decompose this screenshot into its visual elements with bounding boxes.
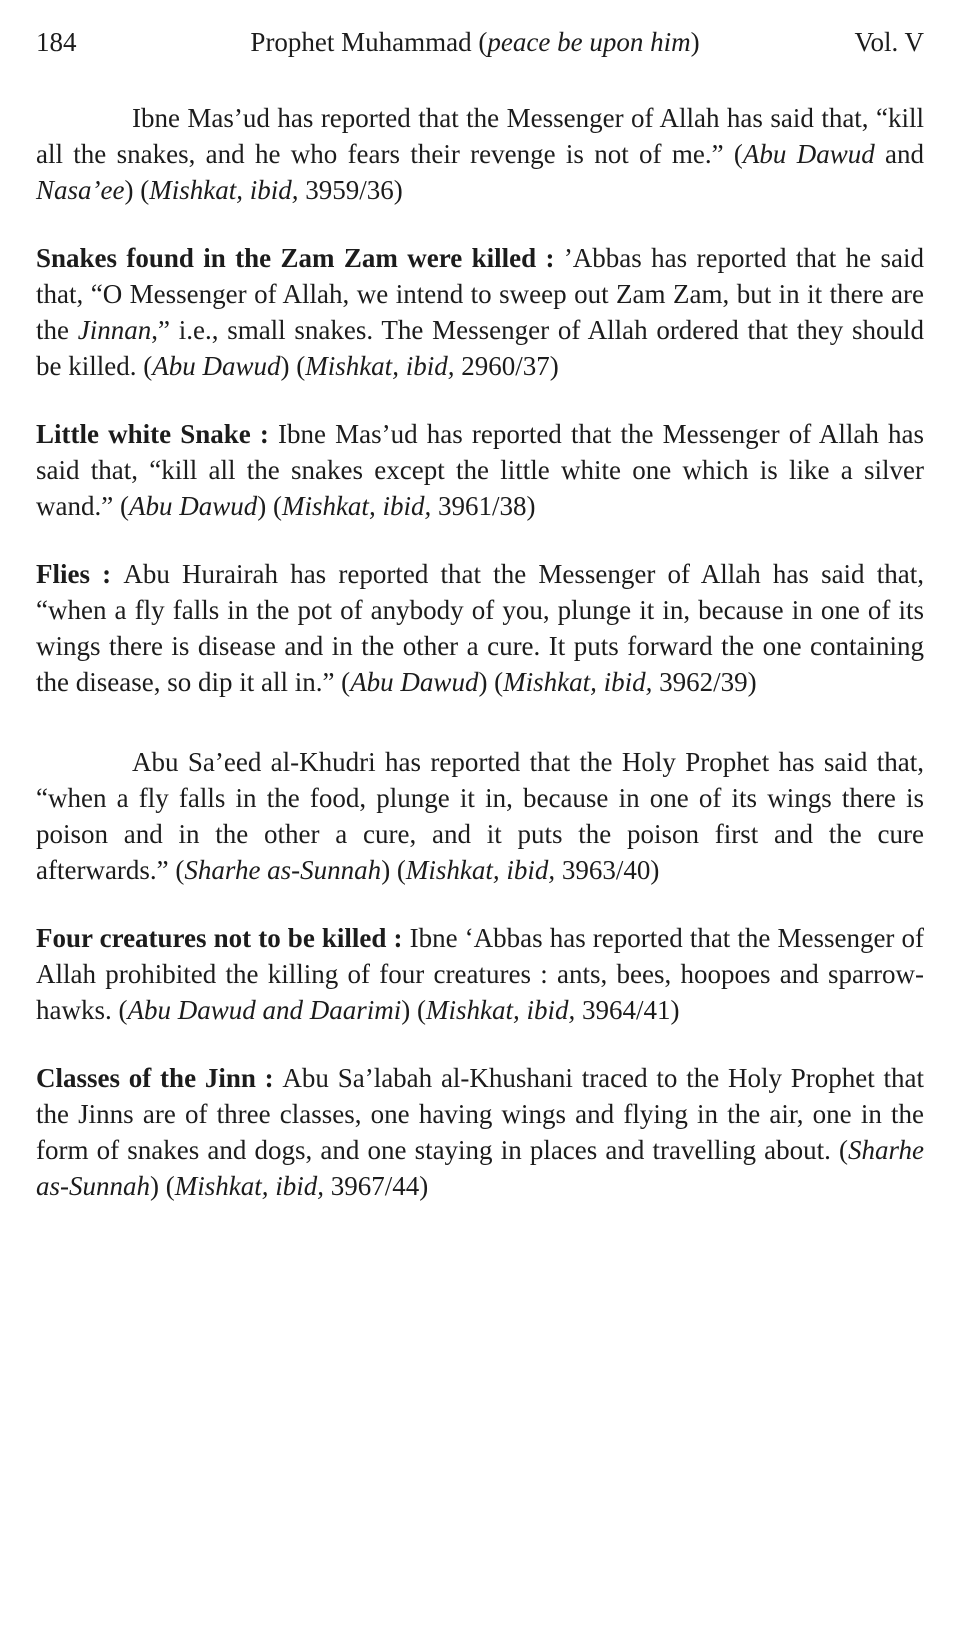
paragraph-four-creatures — [36, 920, 924, 1028]
text-segment: 3962/39) — [652, 667, 757, 697]
paragraph-classes-of-jinn — [36, 1060, 924, 1204]
text-segment: ) ( — [381, 855, 406, 885]
text-segment: Mishkat, ibid, — [305, 351, 455, 381]
text-segment: Ibne Mas’ud has reported that the Messenger of Allah has said that, “kill all the snakes, and he who fears their revenge is not of me.” ( — [36, 103, 924, 169]
paragraph-kill-all-snakes — [36, 100, 924, 208]
text-segment: Abu Dawud — [152, 351, 281, 381]
text-segment: Mishkat, ibid, — [425, 995, 576, 1025]
text-segment: Abu Dawud — [742, 139, 875, 169]
text-segment: ) ( — [280, 351, 306, 381]
text-segment: Ibne Mas’ud has reported that the Messenger of Allah has said that, “kill all the snakes except the little white one which is like a silver wand.” ( — [36, 419, 924, 521]
text-segment: and — [255, 995, 310, 1025]
paragraph-flies — [36, 556, 924, 700]
text-segment: Mishkat, ibid, — [281, 491, 432, 521]
page-number: 184 — [36, 27, 77, 57]
text-segment: ) ( — [150, 1171, 175, 1201]
text-segment: Mishkat, ibid, — [405, 855, 556, 885]
text-segment: 2960/37) — [454, 351, 559, 381]
book-title — [166, 24, 784, 60]
paragraph-little-white-snake — [36, 416, 924, 524]
paragraph-snakes-zam-zam — [36, 240, 924, 384]
running-header — [36, 24, 924, 60]
text-segment: 3967/44) — [323, 1171, 429, 1201]
text-segment: Abu Sa’eed al-Khudri has reported that the Holy Prophet has said that, “when a fly falls in the food, plunge it in, because in one of its wings there is poison and in the other a cure, and it puts the poison first and the cure afterwards.” ( — [36, 747, 924, 885]
text-segment: ’Abbas has reported that he said that, “O Messenger of Allah, we intend to sweep out Zam Zam, but in it there are the — [36, 243, 925, 345]
text-segment: Snakes found in the Zam Zam were killed : — [36, 243, 564, 273]
text-segment: Abu Dawud — [127, 995, 256, 1025]
text-segment: ) — [690, 27, 700, 57]
text-segment: Sharhe as-Sunnah — [184, 855, 382, 885]
text-segment: Abu Dawud — [128, 491, 258, 521]
text-segment: 3959/36) — [298, 175, 403, 205]
text-segment: ,” i.e., small snakes. The Messenger of Allah ordered that they should be killed. ( — [36, 315, 924, 381]
text-segment: Nasa’ee — [36, 175, 125, 205]
volume-label: Vol. V — [854, 27, 924, 57]
text-segment: Ibne ‘Abbas has reported that the Messenger of Allah prohibited the killing of four creatures : ants, bees, hoopoes and sparrow-hawks. ( — [36, 923, 924, 1025]
text-segment: ) ( — [401, 995, 426, 1025]
text-segment: Classes of the Jinn : — [36, 1063, 283, 1093]
text-segment: ) ( — [478, 667, 504, 697]
text-segment: Daarimi — [309, 995, 402, 1025]
text-segment: and — [874, 139, 925, 169]
page-body — [36, 100, 924, 1204]
text-segment: Four creatures not to be killed : — [36, 923, 410, 953]
text-segment: Abu Sa’labah al-Khushani traced to the Holy Prophet that the Jinns are of three classes, one having wings and flying in the air, one in the form of snakes and dogs, and one staying in places and travelling about. ( — [36, 1063, 924, 1165]
text-segment: Prophet Muhammad ( — [250, 27, 488, 57]
paragraph-fly-in-food — [36, 744, 924, 888]
text-segment: 3961/38) — [431, 491, 536, 521]
text-segment: 3964/41) — [575, 995, 680, 1025]
text-segment: Mishkat, ibid, — [503, 667, 653, 697]
text-segment: Abu Dawud — [350, 667, 479, 697]
text-segment: Jinnan — [77, 315, 152, 345]
text-segment: peace be upon him — [487, 27, 691, 57]
text-segment: ) ( — [257, 491, 282, 521]
text-segment: Sharhe as-Sunnah — [36, 1135, 924, 1201]
text-segment: ) ( — [124, 175, 150, 205]
text-segment: Little white Snake : — [36, 419, 279, 449]
text-segment: Flies : — [36, 559, 124, 589]
text-segment: Mishkat, ibid, — [149, 175, 299, 205]
text-segment: 3963/40) — [555, 855, 660, 885]
text-segment: Abu Hurairah has reported that the Messenger of Allah has said that, “when a fly falls in the pot of anybody of you, plunge it in, because in one of its wings there is disease and in the other a cure. It puts forward the one containing the disease, so dip it all in.” ( — [36, 559, 924, 697]
text-segment: Mishkat, ibid, — [174, 1171, 324, 1201]
